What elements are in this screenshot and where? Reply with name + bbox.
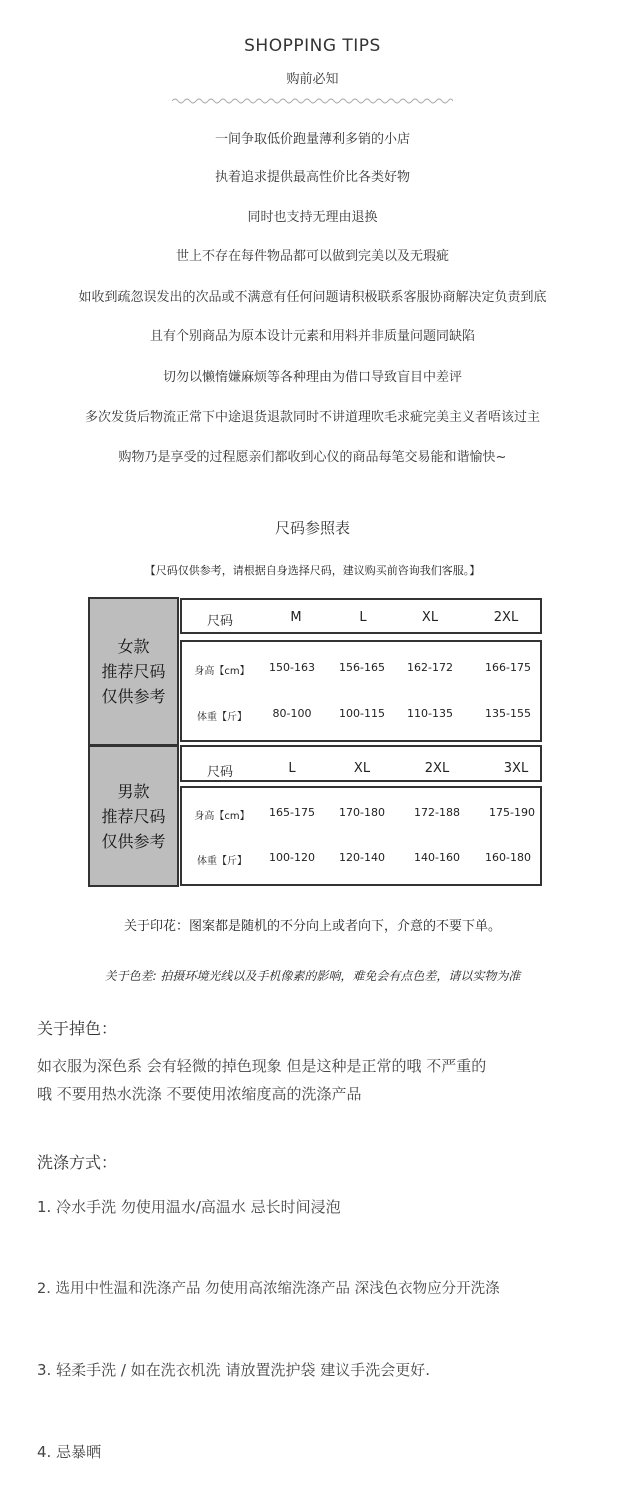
tip-line: 切勿以懒惰嫌麻烦等各种理由为借口导致盲目中差评 (162, 370, 462, 385)
color-diff-note: 关于色差: 拍摄环境光线以及手机像素的影响，难免会有点色差，请以实物为准 (104, 969, 521, 983)
men-header-cell: 2XL (424, 761, 450, 776)
men-header-cell: 尺码 (206, 765, 234, 780)
washing-item: 2. 选用中性温和洗涤产品 勿使用高浓缩洗涤产品 深浅色衣物应分开洗涤 (37, 1281, 500, 1297)
women-size-label (88, 597, 179, 746)
men-size-label (88, 745, 179, 887)
women-label-line: 推荐尺码 (101, 662, 166, 681)
print-note: 关于印花：图案都是随机的不分向上或者向下，介意的不要下单。 (123, 919, 501, 934)
men-cell: 120-140 (339, 851, 385, 864)
men-row-label: 身高【cm】 (194, 811, 250, 822)
women-header-cell: 2XL (493, 610, 519, 625)
men-header-cell: 3XL (503, 761, 529, 776)
men-cell: 160-180 (485, 851, 531, 864)
washing-heading: 洗涤方式： (37, 1153, 118, 1172)
men-row-label: 体重【斤】 (197, 856, 247, 867)
fading-line: 哦 不要用热水洗涤 不要使用浓缩度高的洗涤产品 (37, 1085, 362, 1103)
men-label-line: 仅供参考 (101, 831, 166, 851)
women-header-cell: XL (421, 610, 439, 625)
women-cell: 150-163 (269, 661, 315, 674)
tip-line: 购物乃是享受的过程愿亲们都收到心仪的商品每笔交易能和谐愉快~ (118, 450, 507, 465)
men-label-line: 男款 (117, 781, 150, 801)
women-cell: 100-115 (339, 707, 385, 720)
women-header-cell: L (359, 610, 367, 625)
women-data-box (180, 640, 542, 742)
women-cell: 162-172 (407, 661, 453, 674)
tip-line: 且有个别商品为原本设计元素和用料并非质量问题同缺陷 (149, 329, 475, 344)
men-header-cell: L (288, 761, 296, 776)
washing-item: 3. 轻柔手洗 / 如在洗衣机洗 请放置洗护袋 建议手洗会更好. (37, 1361, 430, 1379)
tip-line: 一间争取低价跑量薄利多销的小店 (214, 132, 410, 147)
women-cell: 80-100 (272, 707, 312, 720)
women-row-label: 身高【cm】 (194, 666, 250, 677)
women-label-line: 女款 (117, 637, 150, 656)
women-header-cell: M (290, 610, 302, 625)
women-cell: 135-155 (485, 707, 531, 720)
tip-line: 同时也支持无理由退换 (247, 210, 378, 225)
tip-line: 执着追求提供最高性价比各类好物 (214, 170, 410, 185)
washing-item: 1. 冷水手洗 勿使用温水/高温水 忌长时间浸泡 (37, 1198, 341, 1216)
men-cell: 140-160 (414, 851, 460, 864)
men-cell: 100-120 (269, 851, 315, 864)
women-label-line: 仅供参考 (101, 687, 166, 706)
men-cell: 170-180 (339, 806, 385, 819)
men-header-cell: XL (353, 761, 371, 776)
men-cell: 175-190 (489, 806, 535, 819)
women-header-cell: 尺码 (206, 614, 234, 629)
tip-line: 如收到疏忽误发出的次品或不满意有任何问题请积极联系客服协商解决定负责到底 (78, 290, 547, 305)
tip-line: 多次发货后物流正常下中途退货退款同时不讲道理吹毛求疵完美主义者唔该过主 (84, 410, 540, 425)
women-cell: 110-135 (407, 707, 453, 720)
size-chart-note: 【尺码仅供参考，请根据自身选择尺码，建议购买前咨询我们客服。】 (144, 564, 481, 577)
wave-divider (172, 96, 453, 106)
women-cell: 166-175 (485, 661, 531, 674)
page-title-cn: 购前必知 (286, 72, 339, 87)
women-row-label: 体重【斤】 (197, 712, 247, 723)
men-label-line: 推荐尺码 (101, 806, 166, 826)
women-cell: 156-165 (339, 661, 385, 674)
men-cell: 165-175 (269, 806, 315, 819)
fading-heading: 关于掉色： (37, 1019, 118, 1038)
men-data-box (180, 786, 542, 886)
tip-line: 世上不存在每件物品都可以做到完美以及无瑕疵 (175, 249, 449, 264)
men-cell: 172-188 (414, 806, 460, 819)
washing-item: 4. 忌暴晒 (37, 1443, 102, 1461)
page-title-en: SHOPPING TIPS (244, 36, 381, 56)
size-chart-title: 尺码参照表 (274, 519, 350, 537)
fading-line: 如衣服为深色系 会有轻微的掉色现象 但是这种是正常的哦 不严重的 (37, 1057, 487, 1075)
